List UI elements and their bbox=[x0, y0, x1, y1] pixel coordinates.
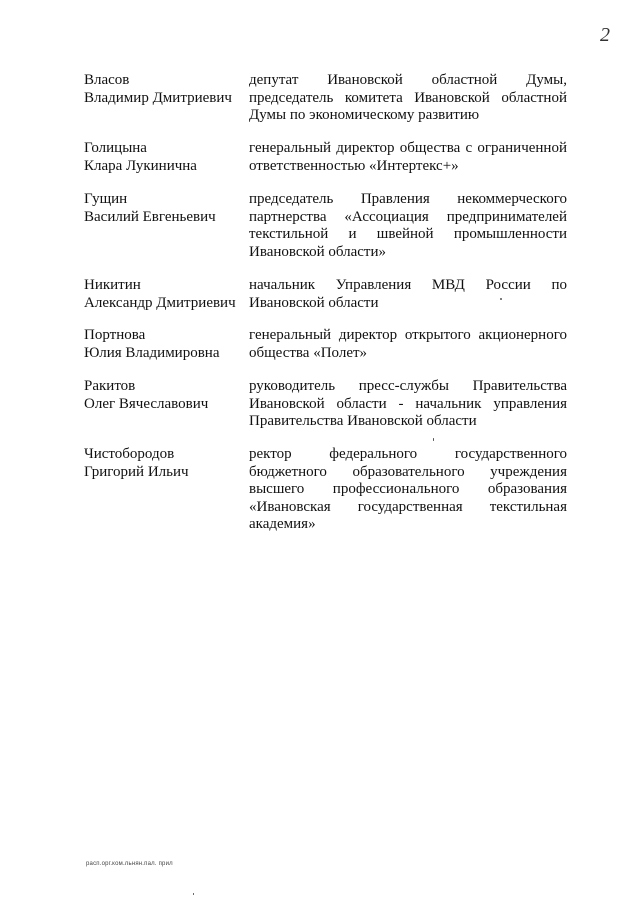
scan-speck bbox=[193, 893, 194, 895]
member-given-names: Владимир Дмитриевич bbox=[84, 89, 232, 106]
member-entry bbox=[84, 327, 568, 362]
member-name bbox=[84, 378, 249, 431]
member-entry bbox=[84, 191, 568, 261]
member-surname: Чистобородов bbox=[84, 446, 175, 462]
member-entry bbox=[84, 378, 568, 431]
member-entry bbox=[84, 277, 568, 312]
member-name bbox=[84, 327, 249, 362]
member-entry bbox=[84, 72, 568, 125]
member-surname: Власов bbox=[84, 72, 130, 88]
member-surname: Гущин bbox=[84, 191, 128, 207]
member-position: руководитель пресс-службы Правительства Ивановской области - начальник управления Правительства Ивановской области bbox=[249, 378, 567, 429]
member-surname: Никитин bbox=[84, 277, 141, 293]
member-position: председатель Правления некоммерческого партнерства «Ассоциация предпринимателей текстильной и швейной промышленности Ивановской области» bbox=[249, 191, 567, 260]
member-entry bbox=[84, 446, 568, 534]
footer-file-code: расп.орг.ком.льнян.пал. прил bbox=[86, 861, 173, 867]
member-entry bbox=[84, 140, 568, 175]
member-position: генеральный директор открытого акционерного общества «Полет» bbox=[249, 327, 567, 361]
scan-speck bbox=[500, 298, 502, 300]
member-position: начальник Управления МВД России по Ивановской области bbox=[249, 277, 567, 311]
member-position: генеральный директор общества с ограниченной ответственностью «Интертекс+» bbox=[249, 140, 567, 174]
member-position: ректор федерального государственного бюджетного образовательного учреждения высшего профессионального образования «Ивановская государственная текстильная академия» bbox=[249, 446, 567, 532]
member-name bbox=[84, 72, 249, 125]
member-given-names: Василий Евгеньевич bbox=[84, 208, 216, 225]
scan-speck bbox=[433, 438, 434, 441]
member-surname: Портнова bbox=[84, 327, 146, 343]
member-given-names: Клара Лукинична bbox=[84, 157, 197, 174]
member-name bbox=[84, 140, 249, 175]
member-given-names: Олег Вячеславович bbox=[84, 395, 209, 412]
member-given-names: Юлия Владимировна bbox=[84, 344, 220, 361]
member-given-names: Григорий Ильич bbox=[84, 463, 189, 480]
member-name bbox=[84, 191, 249, 261]
member-surname: Ракитов bbox=[84, 378, 136, 394]
member-position: депутат Ивановской областной Думы, председатель комитета Ивановской областной Думы по экономическому развитию bbox=[249, 72, 567, 123]
member-name bbox=[84, 277, 249, 312]
member-name bbox=[84, 446, 249, 534]
member-given-names: Александр Дмитриевич bbox=[84, 294, 236, 311]
member-surname: Голицына bbox=[84, 140, 147, 156]
page-number: 2 bbox=[600, 24, 610, 46]
